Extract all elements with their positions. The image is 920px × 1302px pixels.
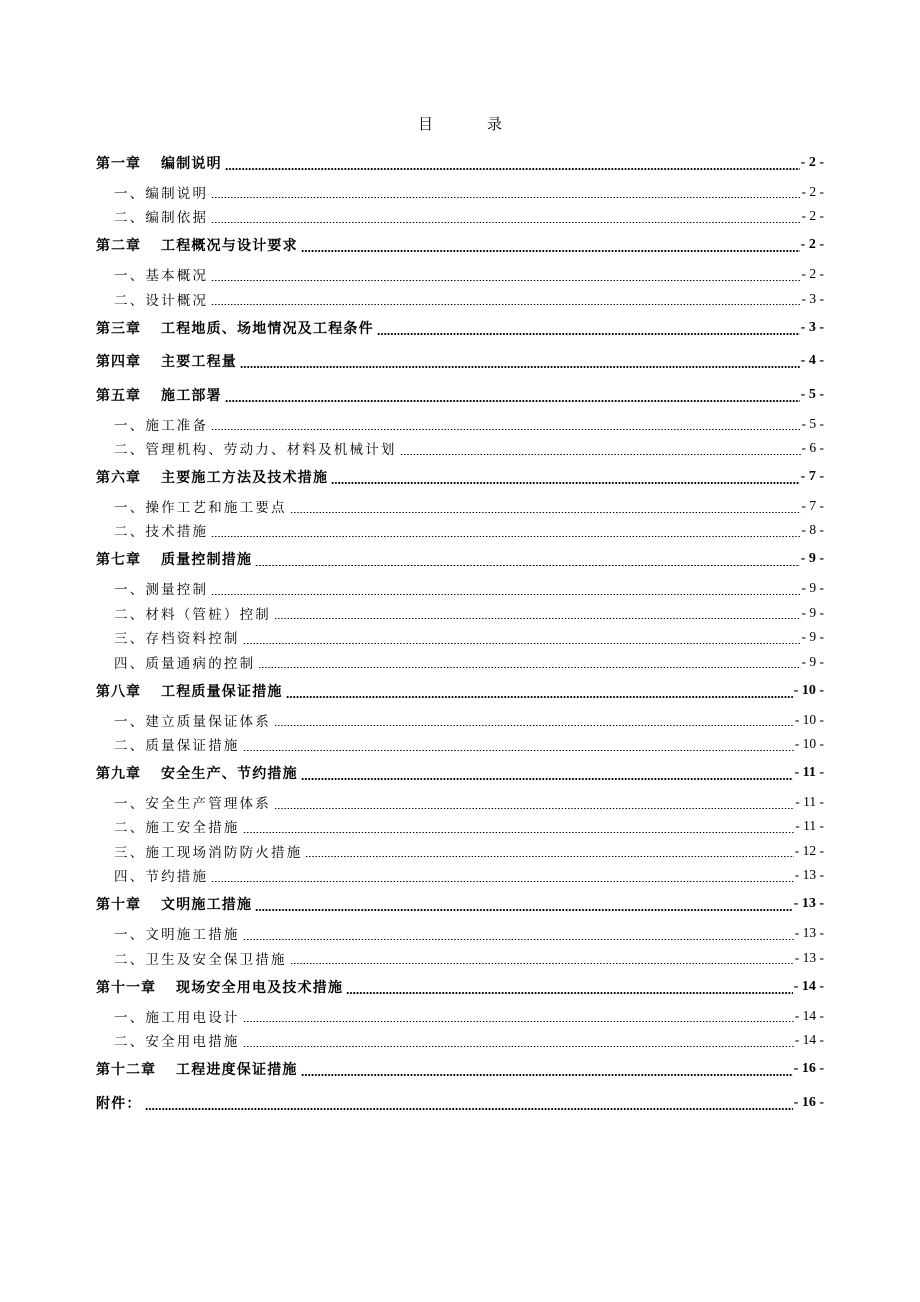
toc-section-entry[interactable]	[96, 180, 824, 204]
toc-page-number: - 10 -	[794, 736, 824, 752]
toc-dot-leader	[211, 270, 800, 284]
table-of-contents	[96, 146, 824, 1119]
toc-page-number: - 13 -	[794, 949, 824, 965]
toc-page-number: - 9 -	[801, 580, 824, 596]
toc-section-title: 三、施工现场消防防火措施	[114, 844, 303, 861]
toc-section-entry[interactable]	[96, 732, 824, 756]
toc-dot-leader	[211, 420, 800, 434]
toc-page-number: - 2 -	[801, 266, 824, 282]
toc-chapter-entry[interactable]	[96, 344, 824, 378]
toc-chapter-entry[interactable]	[96, 460, 824, 494]
toc-dot-leader	[211, 295, 800, 309]
toc-dot-leader	[243, 1012, 794, 1026]
toc-page-number: - 2 -	[800, 237, 824, 253]
toc-chapter-title: 安全生产、节约措施	[161, 766, 298, 783]
toc-page-number: - 14 -	[793, 978, 824, 994]
toc-chapter-title: 工程概况与设计要求	[161, 238, 298, 255]
toc-dot-leader	[400, 444, 801, 458]
toc-page-number: - 3 -	[801, 290, 824, 306]
toc-page-number: - 5 -	[800, 386, 824, 402]
toc-chapter-entry[interactable]	[96, 543, 824, 577]
toc-heading-right: 录	[487, 115, 503, 133]
toc-section-title: 二、管理机构、劳动力、材料及机械计划	[114, 442, 397, 459]
toc-chapter-title: 施工部署	[161, 387, 222, 404]
toc-dot-leader	[274, 798, 794, 812]
toc-page-number: - 3 -	[800, 319, 824, 335]
toc-page-number: - 7 -	[800, 469, 824, 485]
toc-page-number: - 11 -	[794, 765, 824, 781]
toc-dot-leader	[225, 391, 800, 405]
toc-section-title: 二、设计概况	[114, 292, 209, 309]
toc-page-number: - 4 -	[800, 353, 824, 369]
toc-section-entry[interactable]	[96, 921, 824, 945]
toc-page-number: - 13 -	[793, 896, 824, 912]
toc-chapter-entry[interactable]	[96, 1086, 824, 1120]
toc-page-number: - 12 -	[794, 842, 824, 858]
toc-chapter-entry[interactable]	[96, 228, 824, 262]
toc-page-number: - 11 -	[795, 794, 824, 809]
toc-section-title: 一、编制说明	[114, 185, 209, 202]
toc-chapter-title: 编制说明	[161, 155, 222, 172]
toc-page-number: - 9 -	[800, 551, 824, 567]
toc-section-entry[interactable]	[96, 790, 824, 814]
toc-dot-leader	[377, 324, 800, 338]
toc-section-entry[interactable]	[96, 839, 824, 863]
toc-dot-leader	[211, 526, 800, 540]
toc-chapter-number: 第五章	[96, 387, 141, 404]
toc-dot-leader	[243, 1036, 794, 1050]
toc-section-entry[interactable]	[96, 436, 824, 460]
toc-page-number: - 9 -	[801, 653, 824, 669]
toc-section-title: 二、质量保证措施	[114, 738, 240, 755]
toc-chapter-title: 文明施工措施	[161, 897, 253, 914]
toc-page-number: - 2 -	[800, 154, 824, 170]
toc-dot-leader	[274, 716, 794, 730]
toc-chapter-entry[interactable]	[96, 1052, 824, 1086]
toc-section-entry[interactable]	[96, 286, 824, 310]
toc-chapter-entry[interactable]	[96, 378, 824, 412]
toc-section-entry[interactable]	[96, 601, 824, 625]
toc-section-title: 一、文明施工措施	[114, 927, 240, 944]
toc-section-entry[interactable]	[96, 204, 824, 228]
toc-section-title: 一、施工准备	[114, 417, 209, 434]
toc-section-entry[interactable]	[96, 649, 824, 673]
toc-section-title: 一、安全生产管理体系	[114, 796, 271, 812]
toc-section-title: 二、材料（管桩）控制	[114, 606, 271, 623]
toc-chapter-entry[interactable]	[96, 311, 824, 345]
toc-page-number: - 2 -	[801, 183, 824, 199]
toc-section-title: 二、卫生及安全保卫措施	[114, 951, 287, 968]
toc-section-entry[interactable]	[96, 412, 824, 436]
toc-section-title: 三、存档资料控制	[114, 631, 240, 648]
toc-section-title: 二、安全用电措施	[114, 1033, 240, 1050]
toc-dot-leader	[243, 740, 794, 754]
toc-chapter-number: 第九章	[96, 766, 141, 783]
toc-chapter-number: 第六章	[96, 470, 141, 487]
toc-section-title: 四、质量通病的控制	[114, 655, 256, 672]
toc-chapter-entry[interactable]	[96, 887, 824, 921]
toc-dot-leader	[211, 584, 800, 598]
toc-page-number: - 13 -	[794, 867, 824, 883]
toc-dot-leader	[240, 357, 800, 371]
toc-dot-leader	[305, 847, 793, 861]
toc-dot-leader	[346, 983, 792, 997]
toc-section-entry[interactable]	[96, 1003, 824, 1027]
toc-section-title: 一、建立质量保证体系	[114, 713, 271, 730]
toc-dot-leader	[301, 1065, 793, 1079]
toc-dot-leader	[211, 212, 800, 226]
toc-dot-leader	[255, 555, 799, 569]
toc-dot-leader	[243, 822, 795, 836]
toc-section-entry[interactable]	[96, 1028, 824, 1052]
toc-chapter-entry[interactable]	[96, 146, 824, 180]
toc-page-number: - 8 -	[801, 522, 824, 538]
toc-section-entry[interactable]	[96, 518, 824, 542]
toc-dot-leader	[301, 241, 800, 255]
toc-section-entry[interactable]	[96, 576, 824, 600]
toc-dot-leader	[243, 929, 794, 943]
toc-section-entry[interactable]	[96, 262, 824, 286]
toc-chapter-number: 第四章	[96, 354, 141, 371]
toc-chapter-title: 质量控制措施	[161, 552, 253, 569]
toc-section-entry[interactable]	[96, 494, 824, 518]
toc-page-number: - 6 -	[801, 440, 824, 456]
toc-chapter-number: 第三章	[96, 320, 141, 337]
toc-chapter-entry[interactable]	[96, 674, 824, 708]
toc-heading-left: 目	[417, 115, 433, 133]
toc-chapter-entry[interactable]	[96, 756, 824, 790]
toc-dot-leader	[286, 687, 793, 701]
toc-section-entry[interactable]	[96, 863, 824, 887]
toc-section-entry[interactable]	[96, 707, 824, 731]
toc-page-number: - 9 -	[801, 629, 824, 645]
toc-chapter-entry[interactable]	[96, 970, 824, 1004]
toc-page-number: - 9 -	[801, 604, 824, 620]
toc-chapter-title: 工程进度保证措施	[176, 1061, 298, 1078]
toc-dot-leader	[331, 473, 799, 487]
toc-chapter-title: 主要工程量	[161, 354, 237, 371]
toc-dot-leader	[301, 769, 794, 783]
toc-chapter-title: 工程地质、场地情况及工程条件	[161, 320, 374, 337]
toc-section-entry[interactable]	[96, 945, 824, 969]
toc-heading	[0, 114, 920, 134]
toc-page-number: - 7 -	[801, 498, 824, 514]
toc-page-number: - 10 -	[793, 682, 824, 698]
toc-section-entry[interactable]	[96, 625, 824, 649]
toc-chapter-number: 第十一章	[96, 979, 156, 996]
toc-section-title: 二、技术措施	[114, 524, 209, 541]
toc-page-number: - 2 -	[801, 208, 824, 224]
toc-chapter-title: 工程质量保证措施	[161, 683, 283, 700]
toc-page-number: - 10 -	[794, 711, 824, 727]
toc-page-number: - 11 -	[795, 818, 824, 834]
toc-dot-leader	[211, 188, 800, 202]
toc-page-number: - 5 -	[801, 415, 824, 431]
toc-section-title: 一、基本概况	[114, 268, 209, 285]
toc-section-title: 一、测量控制	[114, 582, 209, 599]
toc-chapter-title: 附件：	[96, 1095, 142, 1112]
toc-chapter-number: 第一章	[96, 155, 141, 172]
toc-chapter-number: 第十二章	[96, 1061, 156, 1078]
toc-section-title: 一、操作工艺和施工要点	[114, 500, 287, 517]
toc-dot-leader	[255, 900, 792, 914]
toc-section-entry[interactable]	[96, 814, 824, 838]
toc-page-number: - 14 -	[794, 1031, 824, 1047]
toc-dot-leader	[274, 609, 801, 623]
toc-section-title: 二、编制依据	[114, 210, 209, 227]
toc-chapter-number: 第八章	[96, 683, 141, 700]
toc-dot-leader	[290, 502, 801, 516]
toc-dot-leader	[145, 1099, 793, 1113]
toc-dot-leader	[211, 871, 794, 885]
toc-dot-leader	[243, 633, 801, 647]
toc-chapter-title: 主要施工方法及技术措施	[161, 470, 329, 487]
toc-chapter-number: 第二章	[96, 238, 141, 255]
toc-page-number: - 16 -	[793, 1094, 824, 1110]
toc-chapter-number: 第七章	[96, 552, 141, 569]
toc-page-number: - 14 -	[794, 1007, 824, 1023]
toc-section-title: 四、节约措施	[114, 869, 209, 886]
toc-page-number: - 13 -	[794, 925, 824, 941]
toc-dot-leader	[290, 954, 794, 968]
toc-page-number: - 16 -	[793, 1060, 824, 1076]
toc-dot-leader	[225, 159, 800, 173]
toc-section-title: 一、施工用电设计	[114, 1009, 240, 1026]
toc-chapter-number: 第十章	[96, 897, 141, 914]
toc-section-title: 二、施工安全措施	[114, 820, 240, 837]
toc-chapter-title: 现场安全用电及技术措施	[176, 979, 344, 996]
toc-dot-leader	[258, 658, 800, 672]
